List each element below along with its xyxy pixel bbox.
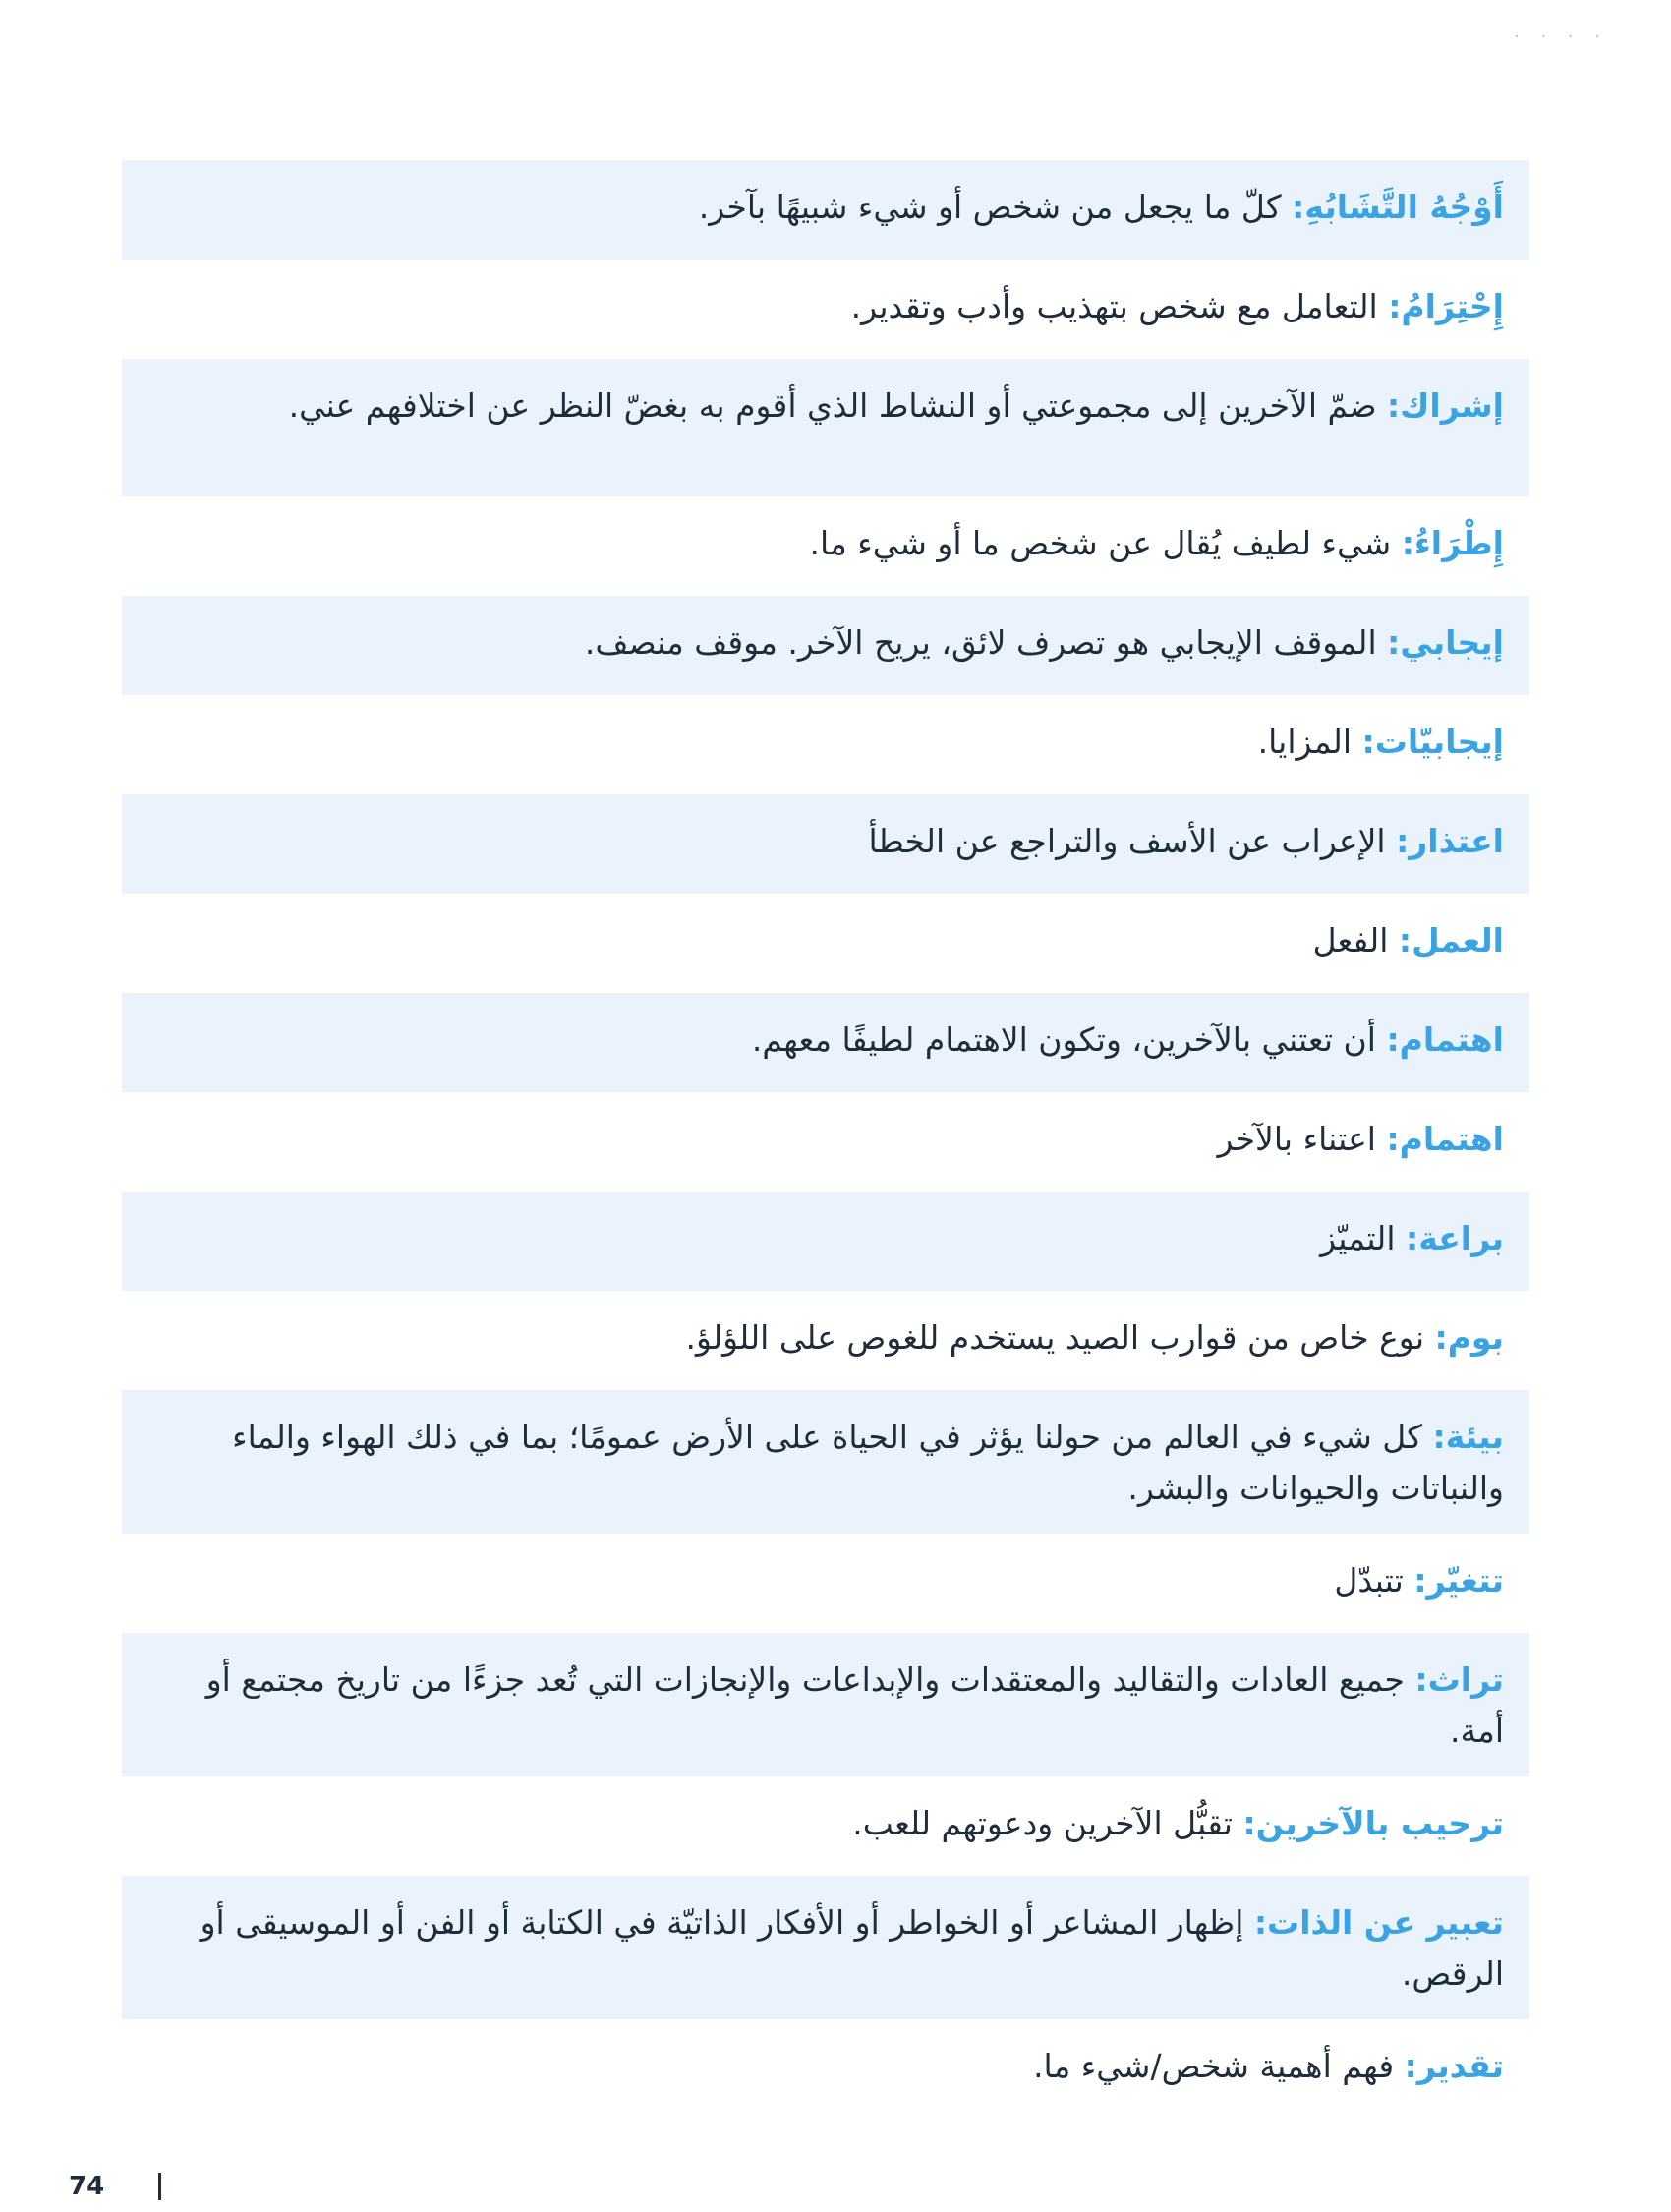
glossary-entry — [122, 894, 1529, 993]
glossary-definition: كلّ ما يجعل من شخص أو شيء شبيهًا بآخر. — [698, 188, 1293, 226]
glossary-term: أَوْجُهُ التَّشَابُهِ: — [1292, 188, 1504, 226]
glossary-definition: التميّز — [1320, 1219, 1407, 1257]
glossary-term: إيجابيّات: — [1361, 723, 1504, 761]
glossary-term: بوم: — [1434, 1318, 1504, 1357]
glossary-term: إشراك: — [1386, 386, 1504, 425]
glossary-term: العمل: — [1398, 921, 1504, 960]
glossary-term: اعتذار: — [1396, 822, 1504, 860]
glossary-definition: ضمّ الآخرين إلى مجموعتي أو النشاط الذي أقوم به بغضّ النظر عن اختلافهم عني. — [288, 386, 1387, 425]
glossary-definition: تتبدّل — [1334, 1561, 1414, 1600]
glossary-list — [122, 160, 1529, 2119]
glossary-entry — [122, 596, 1529, 695]
page-number: 74 — [69, 2171, 105, 2201]
glossary-definition: إظهار المشاعر أو الخواطر أو الأفكار الذاتيّة في الكتابة أو الفن أو الموسيقى أو الرقص. — [200, 1903, 1504, 1993]
glossary-term: ترحيب بالآخرين: — [1242, 1804, 1504, 1842]
glossary-term: بيئة: — [1432, 1418, 1504, 1456]
glossary-entry — [122, 1534, 1529, 1633]
glossary-definition: نوع خاص من قوارب الصيد يستخدم للغوص على اللؤلؤ. — [685, 1318, 1435, 1357]
glossary-definition: فهم أهمية شخص/شيء ما. — [1033, 2047, 1405, 2085]
corner-mark: . . . . — [1514, 22, 1609, 42]
glossary-term: اهتمام: — [1386, 1120, 1504, 1158]
glossary-term: تقدير: — [1404, 2047, 1504, 2085]
glossary-entry — [122, 1776, 1529, 1876]
glossary-definition: الموقف الإيجابي هو تصرف لائق، يريح الآخر. موقف منصف. — [584, 623, 1388, 662]
glossary-definition: الفعل — [1312, 921, 1399, 960]
glossary-entry — [122, 1876, 1529, 2019]
glossary-definition: الإعراب عن الأسف والتراجع عن الخطأ — [868, 822, 1397, 860]
page-footer — [69, 2171, 187, 2200]
glossary-entry — [122, 794, 1529, 894]
glossary-term: إِطْرَاءُ: — [1401, 524, 1504, 562]
glossary-term: إِحْتِرَامُ: — [1388, 287, 1504, 325]
glossary-definition: اعتناء بالآخر — [1217, 1120, 1387, 1158]
glossary-term: براعة: — [1406, 1219, 1504, 1257]
glossary-definition: جميع العادات والتقاليد والمعتقدات والإبداعات والإنجازات التي تُعد جزءًا من تاريخ مجتمع أو أمة. — [205, 1660, 1504, 1750]
glossary-definition: المزايا. — [1257, 723, 1362, 761]
glossary-entry — [122, 1291, 1529, 1390]
glossary-term: اهتمام: — [1386, 1020, 1504, 1059]
glossary-entry — [122, 359, 1529, 496]
glossary-entry — [122, 1390, 1529, 1534]
glossary-term: تتغيّر: — [1413, 1561, 1504, 1600]
glossary-entry — [122, 1092, 1529, 1192]
glossary-entry — [122, 2019, 1529, 2119]
glossary-entry — [122, 1192, 1529, 1291]
glossary-term: تعبير عن الذات: — [1253, 1903, 1504, 1942]
glossary-entry — [122, 496, 1529, 596]
footer-divider — [158, 2173, 161, 2200]
glossary-definition: تقبُّل الآخرين ودعوتهم للعب. — [852, 1804, 1243, 1842]
glossary-definition: التعامل مع شخص بتهذيب وأدب وتقدير. — [850, 287, 1389, 325]
glossary-definition: شيء لطيف يُقال عن شخص ما أو شيء ما. — [809, 524, 1402, 562]
glossary-definition: كل شيء في العالم من حولنا يؤثر في الحياة على الأرض عمومًا؛ بما في ذلك الهواء والماء والنباتات والحيوانات والبشر. — [232, 1418, 1504, 1507]
glossary-entry — [122, 1633, 1529, 1776]
glossary-entry — [122, 695, 1529, 794]
glossary-term: إيجابي: — [1387, 623, 1504, 662]
glossary-entry — [122, 260, 1529, 359]
glossary-term: تراث: — [1414, 1660, 1504, 1699]
glossary-entry — [122, 993, 1529, 1092]
glossary-entry — [122, 160, 1529, 260]
glossary-definition: أن تعتني بالآخرين، وتكون الاهتمام لطيفًا معهم. — [751, 1020, 1387, 1059]
